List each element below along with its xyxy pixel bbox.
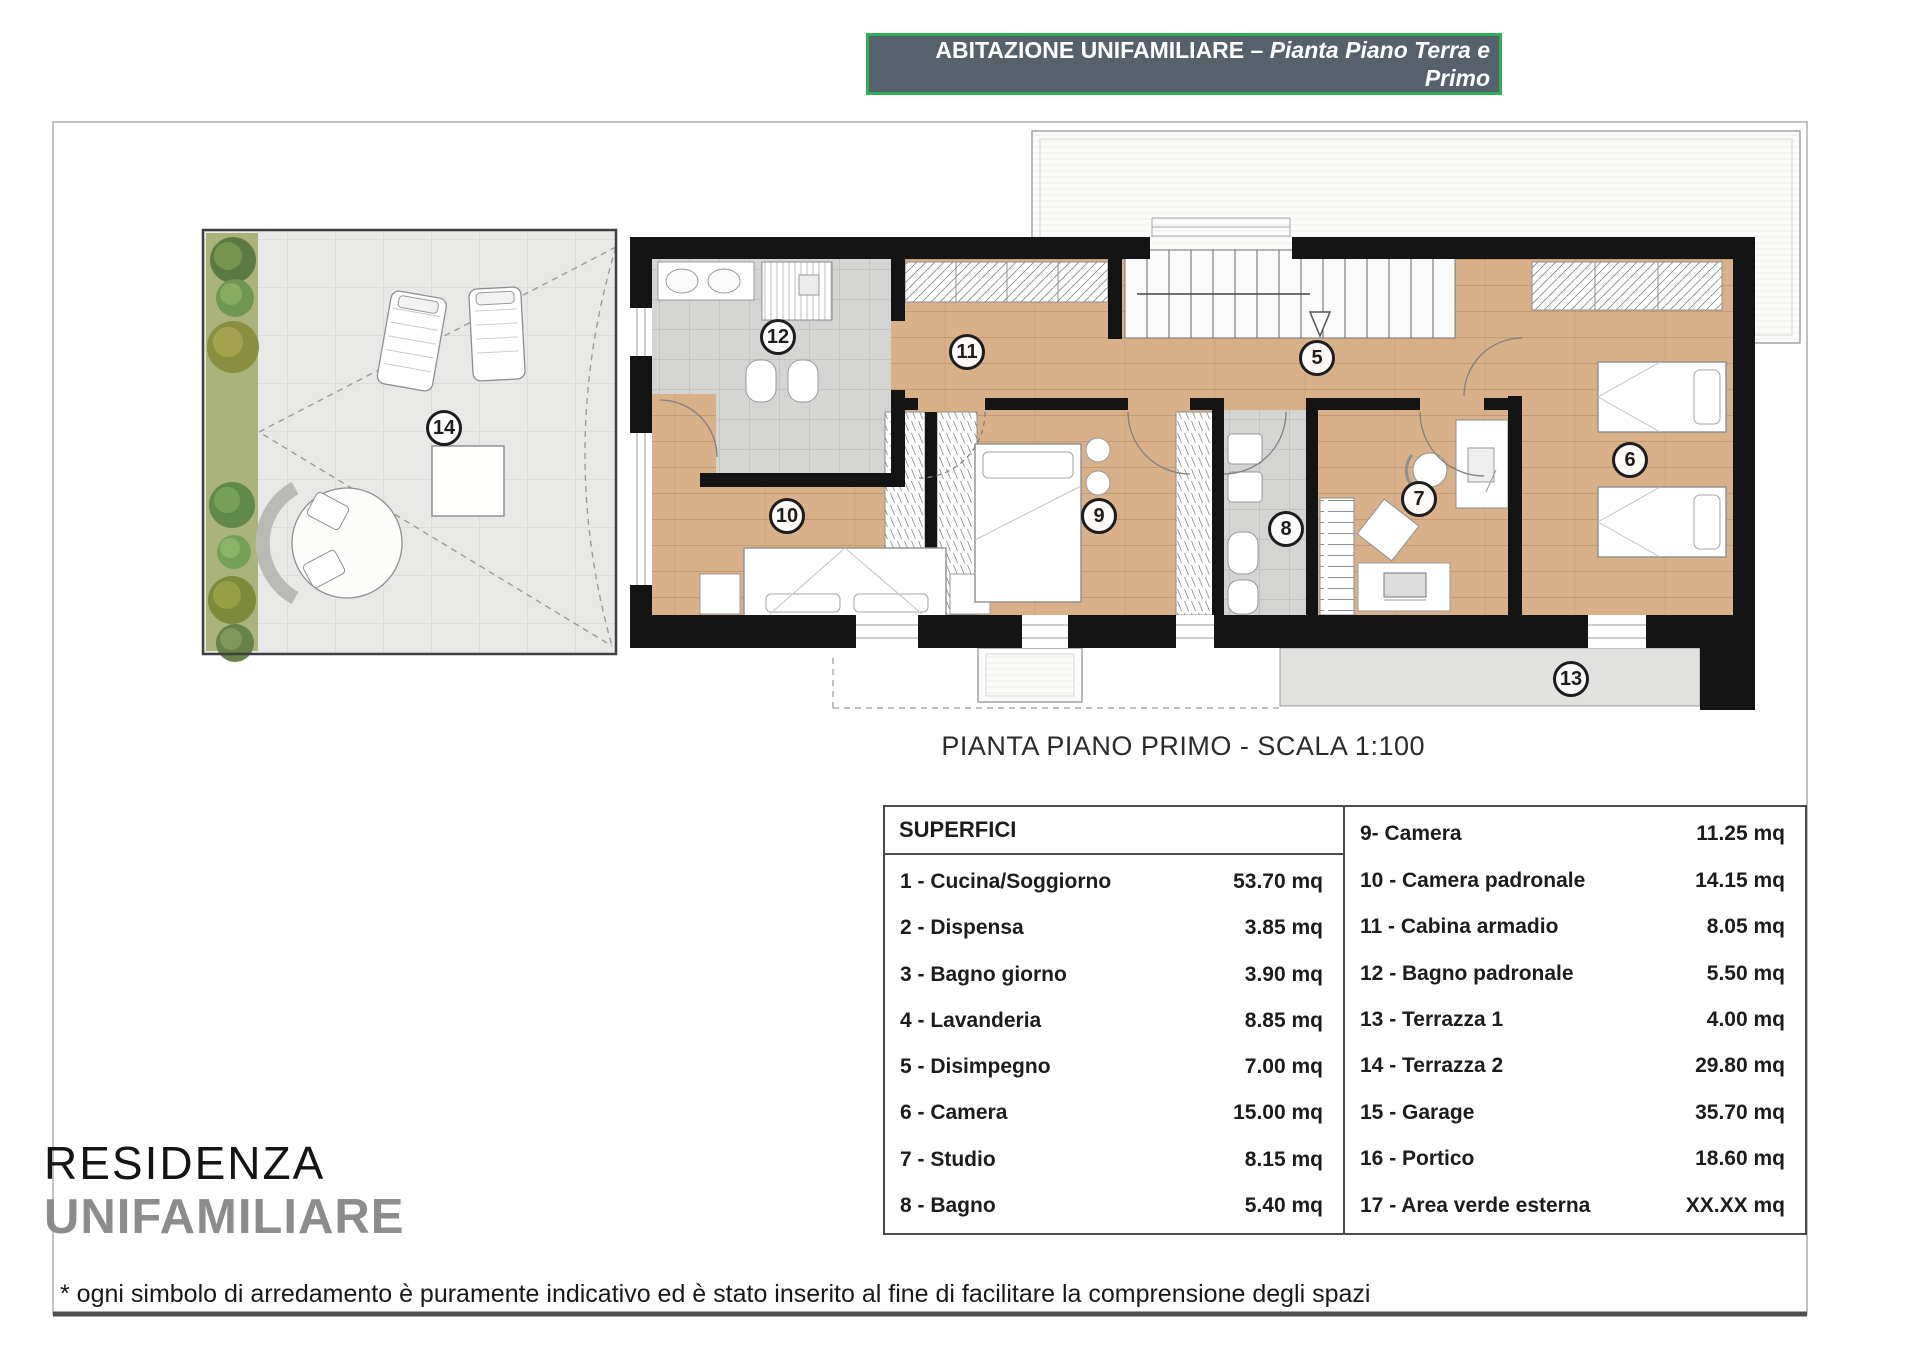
surface-value: 15.00 mq (1233, 1101, 1323, 1125)
surface-label: 8 - Bagno (900, 1193, 996, 1217)
surface-label: 14 - Terrazza 2 (1360, 1054, 1504, 1078)
surface-value: 8.15 mq (1244, 1147, 1323, 1171)
slide-title-italic: Pianta Piano Terra e (1269, 37, 1490, 63)
surface-label: 16 - Portico (1360, 1147, 1475, 1171)
surfaces-table-right-column (1345, 807, 1805, 1233)
surface-row (1345, 822, 1805, 846)
surface-value: 11.25 mq (1696, 822, 1785, 846)
surface-row (885, 1009, 1343, 1033)
surface-row (885, 916, 1343, 940)
slide-title-bar (866, 33, 1502, 95)
surfaces-table-header: SUPERFICI (885, 807, 1343, 855)
room-marker: 9 (1081, 498, 1117, 534)
room-marker: 7 (1401, 481, 1437, 517)
room-marker: 12 (760, 319, 796, 355)
plan-caption: PIANTA PIANO PRIMO - SCALA 1:100 (941, 731, 1425, 761)
surface-row (885, 1148, 1343, 1172)
room-marker: 6 (1612, 442, 1648, 478)
branding-line1: RESIDENZA (44, 1137, 326, 1189)
sun-lounger (469, 287, 526, 382)
surface-row (1345, 1101, 1805, 1125)
surface-row (1345, 962, 1805, 986)
room-marker: 13 (1553, 661, 1589, 697)
slide-title-line2: Primo (1424, 65, 1490, 91)
surface-value: 3.90 mq (1244, 962, 1323, 986)
surface-label: 10 - Camera padronale (1360, 868, 1586, 892)
surface-label: 15 - Garage (1360, 1100, 1475, 1124)
room-marker: 14 (426, 410, 462, 446)
surface-row (885, 963, 1343, 987)
terrace-2-area (203, 230, 616, 662)
surface-value: 29.80 mq (1695, 1054, 1785, 1078)
surface-value: 35.70 mq (1695, 1100, 1785, 1124)
surface-value: 3.85 mq (1244, 916, 1323, 940)
surface-value: 5.50 mq (1706, 961, 1785, 985)
surface-label: 3 - Bagno giorno (900, 962, 1067, 986)
surface-value: 18.60 mq (1695, 1147, 1785, 1171)
surface-row (1345, 1008, 1805, 1032)
surface-value: XX.XX mq (1685, 1193, 1785, 1217)
surface-label: 5 - Disimpegno (900, 1055, 1051, 1079)
surfaces-table-left-column (885, 807, 1345, 1233)
surface-label: 7 - Studio (900, 1147, 996, 1171)
surface-label: 1 - Cucina/Soggiorno (900, 870, 1112, 894)
surface-row (1345, 1194, 1805, 1218)
surface-row (1345, 1054, 1805, 1078)
room-marker: 8 (1268, 511, 1304, 547)
furniture-disclaimer-note: * ogni simbolo di arredamento è puramente indicativo ed è stato inserito al fine di facilitare la comprensione degli spazi (60, 1280, 1371, 1308)
surface-row (1345, 1147, 1805, 1171)
surface-value: 8.85 mq (1244, 1008, 1323, 1032)
surface-value: 53.70 mq (1233, 870, 1323, 894)
surface-row (885, 870, 1343, 894)
surface-row (885, 1101, 1343, 1125)
surface-label: 13 - Terrazza 1 (1360, 1007, 1504, 1031)
room-marker: 10 (769, 498, 805, 534)
surfaces-rows-right (1345, 807, 1805, 1233)
surface-value: 4.00 mq (1706, 1007, 1785, 1031)
surface-label: 4 - Lavanderia (900, 1008, 1042, 1032)
surfaces-table (883, 805, 1807, 1235)
surface-label: 17 - Area verde esterna (1360, 1193, 1591, 1217)
surface-row (1345, 915, 1805, 939)
surface-label: 9- Camera (1360, 822, 1462, 846)
surface-row (885, 1194, 1343, 1218)
branding-line2: UNIFAMILIARE (44, 1189, 405, 1244)
surface-value: 14.15 mq (1695, 868, 1785, 892)
surface-label: 11 - Cabina armadio (1360, 915, 1559, 939)
room-marker: 11 (949, 334, 985, 370)
slide-title-line1 (935, 36, 1490, 64)
surface-value: 7.00 mq (1244, 1055, 1323, 1079)
room-marker: 5 (1299, 340, 1335, 376)
surfaces-rows-left (885, 855, 1343, 1233)
surface-row (885, 1055, 1343, 1079)
surface-label: 2 - Dispensa (900, 916, 1024, 940)
project-branding (44, 1138, 404, 1244)
surface-value: 8.05 mq (1706, 915, 1785, 939)
terrace-table (432, 446, 504, 516)
slide-title-regular: ABITAZIONE UNIFAMILIARE – (935, 37, 1270, 63)
surface-row (1345, 869, 1805, 893)
surface-label: 6 - Camera (900, 1101, 1008, 1125)
surface-label: 12 - Bagno padronale (1360, 961, 1574, 985)
surface-value: 5.40 mq (1244, 1193, 1323, 1217)
